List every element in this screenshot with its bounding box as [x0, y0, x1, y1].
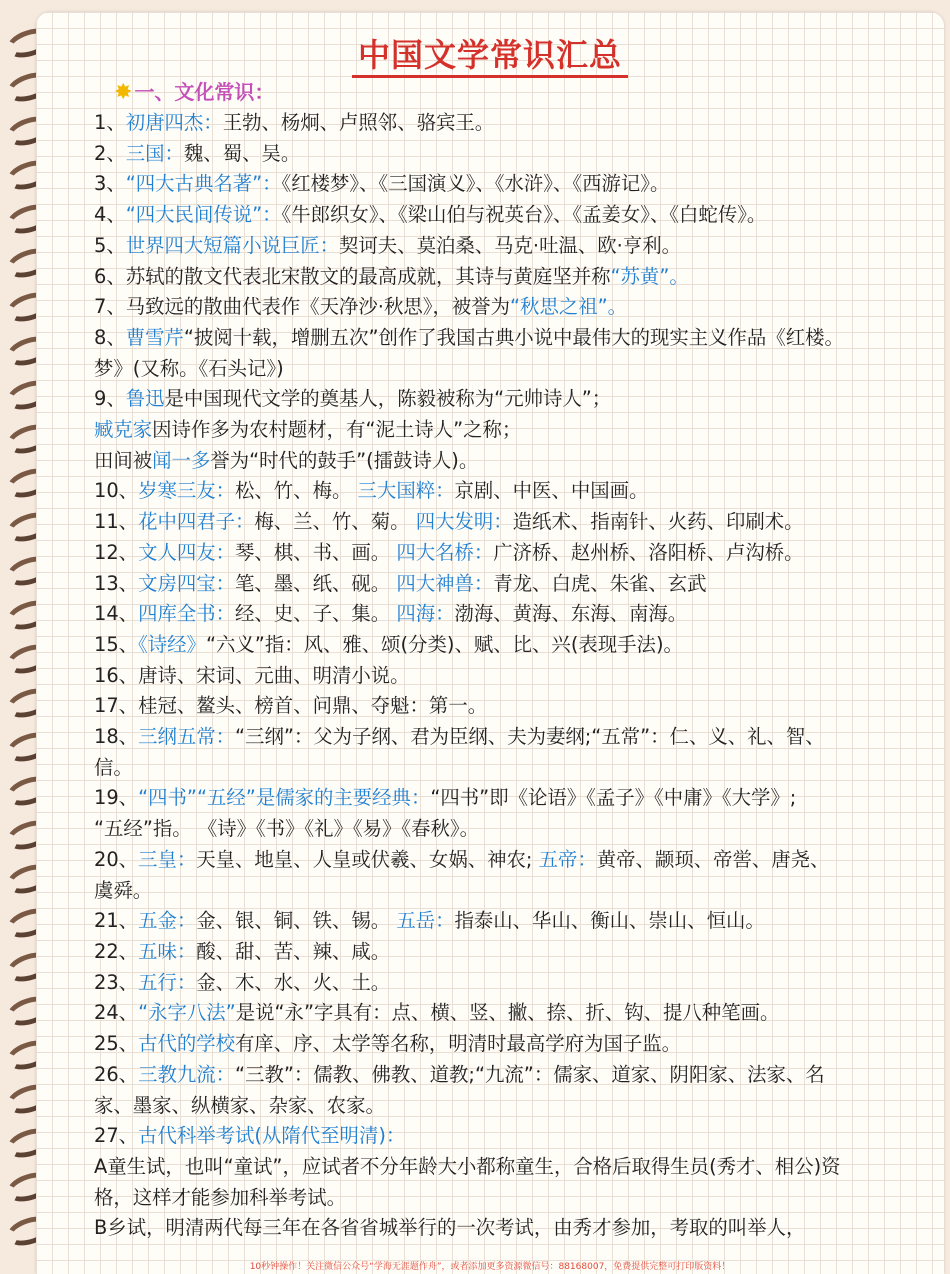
list-item	[94, 446, 950, 477]
highlighted-term: “四大古典名著”：	[125, 172, 282, 196]
line-text: 《牛郎织女》、《梁山伯与祝英台》、《孟姜女》、《白蛇传》。	[281, 203, 767, 227]
line-text: 经、史、子、集。	[235, 602, 397, 626]
line-text: 金、木、水、火、土。	[196, 970, 391, 994]
line-text: 酸、甜、苦、辣、咸。	[196, 939, 391, 963]
line-text: 契诃夫、莫泊桑、马克·吐温、欧·亨利。	[339, 233, 681, 257]
line-text: 14、	[94, 602, 139, 626]
list-item	[94, 507, 950, 538]
line-text: “四书”即《论语》《孟子》《中庸》《大学》;	[430, 786, 797, 810]
line-text: 是说“永”字具有：点、横、竖、撇、捺、折、钩、提八种笔画。	[235, 1001, 780, 1025]
line-text: 有庠、序、太学等名称，明清时最高学府为国子监。	[235, 1032, 682, 1056]
list-item	[94, 1121, 950, 1152]
list-item	[94, 415, 950, 446]
star-icon: ✸	[114, 80, 133, 105]
highlighted-term: 四海：	[396, 602, 455, 626]
line-text: 12、	[94, 540, 139, 564]
list-item	[94, 998, 950, 1029]
line-text: 松、竹、梅。	[235, 479, 358, 503]
highlighted-term: “四大民间传说”：	[125, 203, 282, 227]
line-text: 13、	[94, 571, 139, 595]
line-text: 24、	[94, 1001, 139, 1025]
line-text: 京剧、中医、中国画。	[454, 479, 649, 503]
line-text: 2、	[94, 141, 126, 165]
line-text: 田间被	[94, 448, 153, 472]
list-item	[94, 262, 950, 293]
line-text: 27、	[94, 1124, 139, 1148]
highlighted-term: 岁寒三友：	[138, 479, 236, 503]
list-item	[94, 139, 950, 170]
line-text: 11、	[94, 510, 139, 534]
list-item	[94, 630, 950, 661]
line-text: 22、	[94, 939, 139, 963]
list-item	[94, 169, 950, 200]
line-text: 16、唐诗、宋词、元曲、明清小说。	[94, 663, 410, 687]
list-item	[94, 231, 950, 262]
line-text: 琴、棋、书、画。	[235, 540, 397, 564]
line-text: 造纸术、指南针、火药、印刷术。	[512, 510, 804, 534]
content-list	[94, 108, 950, 1244]
highlighted-term: “四书”“五经”是儒家的主要经典：	[138, 786, 431, 810]
line-text: 渤海、黄海、东海、南海。	[454, 602, 688, 626]
line-text: 青龙、白虎、朱雀、玄武	[493, 571, 707, 595]
list-item	[94, 722, 950, 753]
line-text: 是中国现代文学的奠基人，陈毅被称为“元帅诗人”；	[164, 387, 612, 411]
line-text: 笔、墨、纸、砚。	[235, 571, 397, 595]
line-text: 6、苏轼的散文代表北宋散文的最高成就，其诗与黄庭坚并称	[94, 264, 611, 288]
line-text: 8、	[94, 325, 126, 349]
highlighted-term: 曹雪芹	[125, 325, 184, 349]
list-item	[94, 1213, 950, 1244]
line-text: 黄帝、颛顼、帝喾、唐尧、	[596, 847, 830, 871]
line-text: 金、银、铜、铁、锡。	[196, 909, 397, 933]
line-text: 1、	[94, 111, 126, 134]
highlighted-term: 花中四君子：	[138, 510, 255, 534]
notebook-page	[36, 12, 944, 1274]
list-item	[94, 1152, 950, 1183]
line-text: “披阅十载，增删五次”创作了我国古典小说中最伟大的现实主义作品《红楼。	[183, 325, 844, 349]
highlighted-term: 闻一多	[152, 448, 211, 472]
highlighted-term: 五帝：	[538, 847, 597, 871]
highlighted-term: 四大发明：	[415, 510, 513, 534]
title-text: 中国文学常识汇总	[352, 36, 628, 78]
highlighted-term: 三皇：	[138, 847, 197, 871]
list-item	[94, 753, 950, 784]
list-item	[94, 968, 950, 999]
highlighted-term: 三大国粹：	[357, 479, 455, 503]
list-item	[94, 569, 950, 600]
list-item	[94, 384, 950, 415]
line-text: 信。	[94, 755, 133, 779]
highlighted-term: “秋思之祖”。	[510, 295, 628, 319]
list-item	[94, 814, 950, 845]
page-title	[36, 30, 944, 76]
line-text: 梅、兰、竹、菊。	[254, 510, 416, 534]
list-item	[94, 476, 950, 507]
highlighted-term: 三纲五常：	[138, 725, 236, 749]
line-text: 家、墨家、纵横家、杂家、农家。	[94, 1093, 385, 1117]
list-item	[94, 1091, 950, 1122]
line-text: “六义”指：风、雅、颂(分类)、赋、比、兴(表现手法)。	[205, 632, 683, 656]
line-text: 23、	[94, 970, 139, 994]
highlighted-term: 古代科举考试(从隋代至明清)：	[138, 1124, 406, 1148]
list-item	[94, 937, 950, 968]
line-text: 广济桥、赵州桥、洛阳桥、卢沟桥。	[493, 540, 804, 564]
list-item	[94, 538, 950, 569]
footer-note: 10秒钟操作！关注微信公众号“学海无涯题作舟”，或者添加更多资源微信号：88168007，免费提供完整可打印版资料！	[249, 1262, 731, 1272]
section-heading	[114, 76, 274, 105]
line-text: 誉为“时代的鼓手”(擂鼓诗人)。	[210, 448, 479, 472]
highlighted-term: 四大神兽：	[396, 571, 494, 595]
highlighted-term: 三教九流：	[138, 1062, 236, 1086]
highlighted-term: 五岳：	[396, 909, 455, 933]
line-text: 10、	[94, 479, 139, 503]
line-text: 25、	[94, 1032, 139, 1056]
highlighted-term: “永字八法”	[138, 1001, 236, 1025]
list-item	[94, 783, 950, 814]
list-item	[94, 323, 950, 354]
line-text: 21、	[94, 909, 139, 933]
line-text: 指泰山、华山、衡山、崇山、恒山。	[454, 909, 765, 933]
highlighted-term: 五金：	[138, 909, 197, 933]
highlighted-term: 文人四友：	[138, 540, 236, 564]
list-item	[94, 1183, 950, 1214]
highlighted-term: 四库全书：	[138, 602, 236, 626]
list-item	[94, 661, 950, 692]
list-item	[94, 1029, 950, 1060]
line-text: 20、	[94, 847, 139, 871]
highlighted-term: 鲁迅	[125, 387, 165, 411]
line-text: 虞舜。	[94, 878, 153, 902]
line-text: 9、	[94, 387, 126, 411]
line-text: B乡试，明清两代每三年在各省省城举行的一次考试，由秀才参加，考取的叫举人，	[94, 1216, 806, 1240]
list-item	[94, 691, 950, 722]
line-text: 3、	[94, 172, 126, 196]
line-text: 格，这样才能参加科举考试。	[94, 1185, 347, 1209]
line-text: “三纲”：父为子纲、君为臣纲、夫为妻纲;“五常”：仁、义、礼、智、	[235, 725, 825, 749]
section-heading-text: 一、文化常识：	[134, 80, 275, 104]
line-text: 4、	[94, 203, 126, 227]
line-text: “三教”：儒教、佛教、道教;“九流”：儒家、道家、阴阳家、法家、名	[235, 1062, 825, 1086]
highlighted-term: 世界四大短篇小说巨匠：	[125, 233, 340, 257]
highlighted-term: 四大名桥：	[396, 540, 494, 564]
line-text: 因诗作多为农村题材，有“泥土诗人”之称；	[152, 418, 522, 442]
list-item	[94, 1060, 950, 1091]
line-text: 15、	[94, 632, 139, 656]
highlighted-term: 臧克家	[94, 418, 153, 442]
line-text: A童生试，也叫“童试”，应试者不分年龄大小都称童生，合格后取得生员(秀才、相公)资	[94, 1154, 841, 1178]
highlighted-term: 五味：	[138, 939, 197, 963]
line-text: 26、	[94, 1062, 139, 1086]
list-item	[94, 108, 950, 139]
line-text: 梦》(又称。《石头记》)	[94, 356, 284, 380]
line-text: 《红楼梦》、《三国演义》、《水浒》、《西游记》。	[281, 172, 670, 196]
highlighted-term: 《诗经》	[138, 632, 206, 656]
list-item	[94, 292, 950, 323]
line-text: 17、桂冠、鳌头、榜首、问鼎、夺魁：第一。	[94, 694, 488, 718]
highlighted-term: 初唐四杰：	[125, 111, 223, 134]
list-item	[94, 906, 950, 937]
line-text: “五经”指。 《诗》《书》《礼》《易》《春秋》。	[94, 817, 479, 841]
line-text: 19、	[94, 786, 139, 810]
list-item	[94, 599, 950, 630]
line-text: 18、	[94, 725, 139, 749]
line-text: 魏、蜀、吴。	[183, 141, 301, 165]
line-text: 5、	[94, 233, 126, 257]
list-item	[94, 354, 950, 385]
list-item	[94, 200, 950, 231]
line-text: 天皇、地皇、人皇或伏羲、女娲、神农;	[196, 847, 539, 871]
highlighted-term: 文房四宝：	[138, 571, 236, 595]
highlighted-term: 五行：	[138, 970, 197, 994]
highlighted-term: “苏黄”。	[610, 264, 689, 288]
line-text: 王勃、杨炯、卢照邻、骆宾王。	[222, 111, 495, 134]
highlighted-term: 三国：	[125, 141, 184, 165]
list-item	[94, 845, 950, 876]
highlighted-term: 古代的学校	[138, 1032, 236, 1056]
list-item	[94, 876, 950, 907]
line-text: 7、马致远的散曲代表作《天净沙·秋思》，被誉为	[94, 295, 511, 319]
